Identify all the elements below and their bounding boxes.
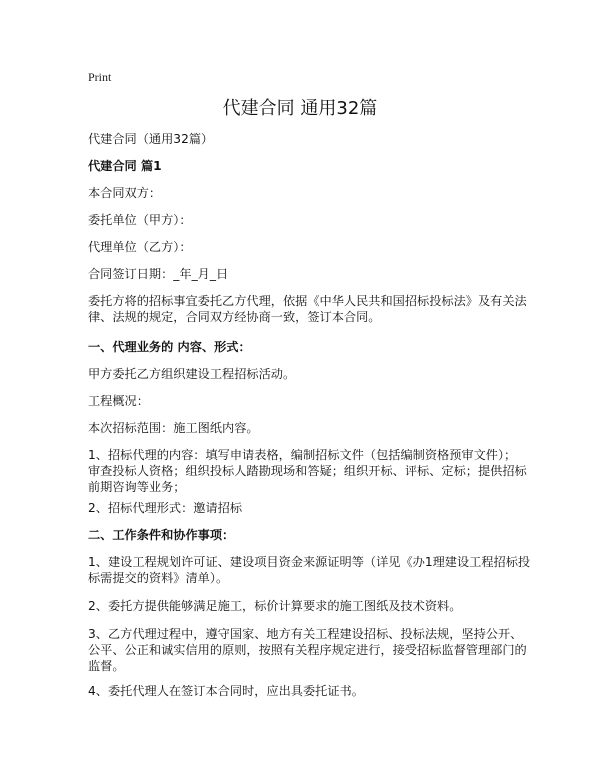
paragraph <box>88 554 530 586</box>
paragraph-line: 监督。 <box>88 659 125 673</box>
section-heading <box>88 339 251 355</box>
paragraph-line: 一、代理业务的 内容、形式： <box>88 340 251 354</box>
paragraph <box>88 293 527 325</box>
paragraph-line: 二、工作条件和协作事项： <box>88 528 235 542</box>
paragraph-line: 律、法规的规定，合同双方经协商一致，签订本合同。 <box>88 310 381 324</box>
paragraph <box>88 393 149 409</box>
paragraph-line: 本合同双方： <box>88 186 162 200</box>
paragraph <box>88 500 242 516</box>
paragraph <box>88 420 259 436</box>
paragraph-line: 甲方委托乙方组织建设工程招标活动。 <box>88 367 296 381</box>
paragraph-line: 2、招标代理形式：邀请招标 <box>88 501 243 515</box>
paragraph <box>88 598 461 614</box>
paragraph <box>88 239 192 255</box>
paragraph-line: 标需提交的资料》清单）。 <box>88 571 229 585</box>
paragraph <box>88 185 161 201</box>
paragraph <box>88 447 527 495</box>
paragraph <box>88 626 527 674</box>
paragraph <box>88 266 228 282</box>
paragraph-line: 委托单位（甲方）： <box>88 213 192 227</box>
paragraph-line: 1、招标代理的内容：填写申请表格，编制招标文件（包括编制资格预审文件）； <box>88 448 517 462</box>
paragraph-line: 4、委托代理人在签订本合同时，应出具委托证书。 <box>88 684 364 698</box>
print-label[interactable]: Print <box>88 70 112 84</box>
paragraph-line: 代理单位（乙方）： <box>88 240 192 254</box>
paragraph-line: 3、乙方代理过程中，遵守国家、地方有关工程建设招标、投标法规，坚持公开、 <box>88 627 523 641</box>
paragraph-line: 委托方将的招标事宜委托乙方代理，依据《中华人民共和国招标投标法》及有关法 <box>88 294 527 308</box>
paragraph-line: 2、委托方提供能够满足施工，标价计算要求的施工图纸及技术资料。 <box>88 599 462 613</box>
paragraph-line: 公平、公正和诚实信用的原则，按照有关程序规定进行，接受招标监督管理部门的 <box>88 643 527 657</box>
paragraph-line: 1、建设工程规划许可证、建设项目资金来源证明等（详见《办1理建设工程招标投 <box>88 555 531 569</box>
paragraph-line: 前期咨询等业务； <box>88 480 186 494</box>
paragraph <box>88 212 192 228</box>
paragraph-line: 合同签订日期：_年_月_日 <box>88 267 229 281</box>
paragraph <box>88 366 295 382</box>
paragraph-line: 审查投标人资格；组织投标人踏勘现场和答疑；组织开标、评标、定标；提供招标 <box>88 464 527 478</box>
paragraph-line: 工程概况： <box>88 394 149 408</box>
paragraph-line: 本次招标范围：施工图纸内容。 <box>88 421 259 435</box>
paragraph <box>88 683 364 699</box>
document-title: 代建合同 通用32篇 <box>222 98 378 119</box>
section-heading <box>88 527 234 543</box>
section-heading: 代建合同 篇1 <box>88 159 162 173</box>
document-subtitle: 代建合同（通用32篇） <box>88 132 214 146</box>
